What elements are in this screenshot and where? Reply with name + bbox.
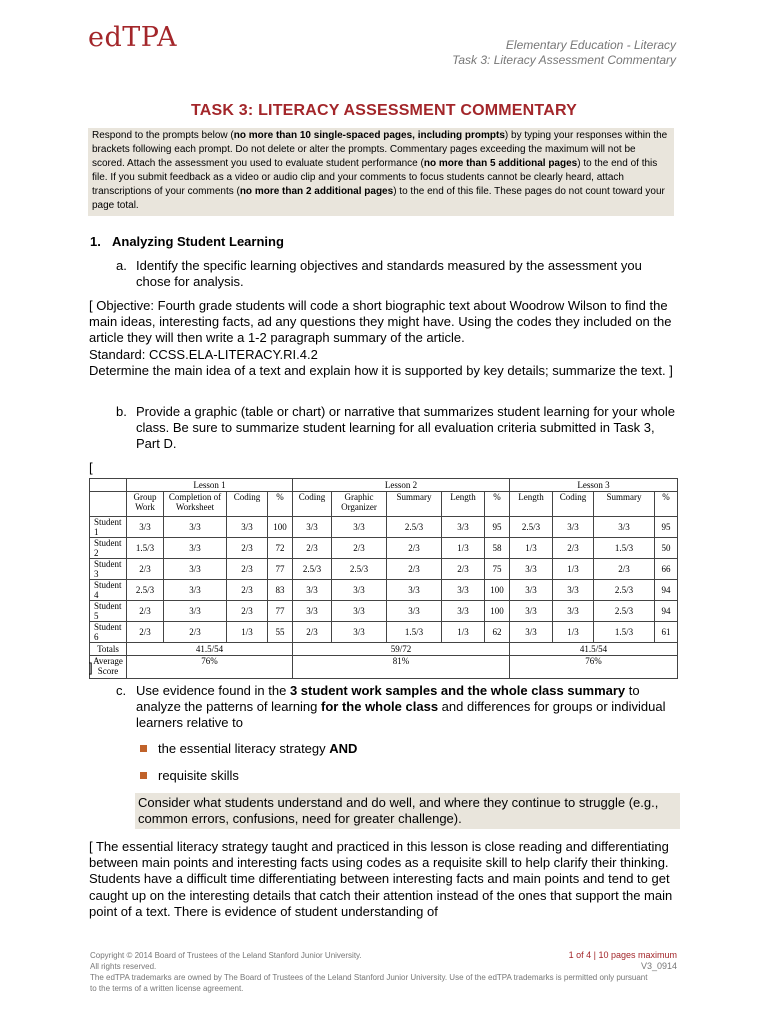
response-objective: [ Objective: Fourth grade students will code a short biographic text about Woodrow Wilson to find the main ideas, interesting facts, ad any questions they might have. Using the codes they included on the article they will then write a 1-2 paragraph summary of the article. (89, 298, 672, 346)
score-cell: 2/3 (332, 538, 387, 559)
score-cell: 3/3 (332, 517, 387, 538)
score-cell: 3/3 (510, 580, 553, 601)
criteria-header: Summary (594, 492, 655, 517)
student-name: Student 3 (90, 559, 127, 580)
bullet-bold: AND (329, 741, 358, 756)
score-cell: 3/3 (164, 517, 227, 538)
average-label: Average Score (90, 656, 127, 679)
bullet-text (158, 741, 357, 756)
score-cell: 2.5/3 (127, 580, 164, 601)
response-a (89, 298, 681, 379)
score-cell: 3/3 (442, 601, 485, 622)
table-corner (90, 492, 127, 517)
section-title: Analyzing Student Learning (112, 234, 284, 249)
score-cell: 1.5/3 (594, 538, 655, 559)
prompt-letter: a. (116, 258, 127, 273)
response-standard-text: Determine the main idea of a text and explain how it is supported by key details; summarize the text. ] (89, 362, 673, 378)
prompt-text: Identify the specific learning objectives and standards measured by the assessment you chose for analysis. (136, 258, 642, 289)
footer-copyright: Copyright © 2014 Board of Trustees of the Leland Stanford Junior University. (90, 951, 362, 960)
score-cell: 2.5/3 (293, 559, 332, 580)
table-row (90, 601, 678, 622)
lesson-total: 59/72 (293, 643, 510, 656)
table-row (90, 580, 678, 601)
criteria-header: Group Work (127, 492, 164, 517)
score-cell: 2.5/3 (332, 559, 387, 580)
score-cell: 2.5/3 (387, 517, 442, 538)
bullet-text: requisite skills (158, 768, 239, 783)
score-cell: 3/3 (293, 517, 332, 538)
prompt-c-bold: 3 student work samples and the whole class summary (289, 683, 626, 698)
score-cell: 2/3 (164, 622, 227, 643)
score-cell: 1/3 (442, 538, 485, 559)
score-cell: 61 (655, 622, 678, 643)
score-cell: 3/3 (164, 559, 227, 580)
page-header (452, 38, 676, 68)
student-name: Student 1 (90, 517, 127, 538)
table-corner (90, 479, 127, 492)
totals-label: Totals (90, 643, 127, 656)
score-cell: 2/3 (553, 538, 594, 559)
score-cell: 55 (268, 622, 293, 643)
score-cell: 100 (268, 517, 293, 538)
score-cell: 95 (655, 517, 678, 538)
intro-text: ) to the end of this file. These pages do not count toward your page total. (92, 186, 665, 211)
footer-legal (90, 950, 650, 994)
score-cell: 2/3 (227, 538, 268, 559)
score-cell: 94 (655, 580, 678, 601)
lesson-average: 76% (127, 656, 293, 679)
footer-page-info (569, 950, 677, 972)
score-cell: 1.5/3 (387, 622, 442, 643)
consider-box: Consider what students understand and do well, and where they continue to struggle (e.g., common errors, confusions, need for greater challenge). (135, 793, 680, 829)
criteria-header: Length (510, 492, 553, 517)
criteria-header: Coding (553, 492, 594, 517)
score-cell: 1/3 (510, 538, 553, 559)
score-cell: 3/3 (442, 517, 485, 538)
criteria-header: % (655, 492, 678, 517)
lesson-total: 41.5/54 (127, 643, 293, 656)
score-cell: 77 (268, 601, 293, 622)
score-cell: 58 (485, 538, 510, 559)
score-cell: 2/3 (127, 559, 164, 580)
score-cell: 2.5/3 (510, 517, 553, 538)
score-cell: 3/3 (553, 580, 594, 601)
header-subject: Elementary Education - Literacy (505, 38, 676, 52)
criteria-header: Graphic Organizer (332, 492, 387, 517)
student-name: Student 5 (90, 601, 127, 622)
response-c: [ The essential literacy strategy taught and practiced in this lesson is close reading and differentiating between main points and interesting facts using codes as a requisite skill to help clarify their thinking. Students have a difficult time differentiating between interesting facts and main points and tend to get caught up on the interesting details that catch their attention instead of the ones that support the main point of a text. There is evidence of student understanding of (89, 839, 673, 919)
score-cell: 2.5/3 (594, 580, 655, 601)
score-cell: 3/3 (442, 580, 485, 601)
score-cell: 50 (655, 538, 678, 559)
student-scores-table (89, 478, 678, 679)
score-cell: 100 (485, 580, 510, 601)
student-name: Student 4 (90, 580, 127, 601)
table-criteria-header (90, 492, 678, 517)
lesson-average: 81% (293, 656, 510, 679)
score-cell: 3/3 (553, 601, 594, 622)
score-cell: 3/3 (332, 601, 387, 622)
score-cell: 66 (655, 559, 678, 580)
score-cell: 3/3 (594, 517, 655, 538)
score-cell: 2/3 (227, 601, 268, 622)
score-cell: 2/3 (594, 559, 655, 580)
prompt-c-text: Use evidence found in the (136, 683, 290, 698)
criteria-header: % (268, 492, 293, 517)
criteria-header: Summary (387, 492, 442, 517)
score-cell: 100 (485, 601, 510, 622)
intro-bold: no more than 5 additional pages (423, 158, 578, 169)
score-cell: 3/3 (510, 622, 553, 643)
prompt-c-bold: for the whole class (321, 699, 439, 714)
response-standard: Standard: CCSS.ELA-LITERACY.RI.4.2 (89, 346, 318, 362)
intro-text: ) by typing your responses within the brackets following each prompt. Do not delete or alter the prompts. Commentary pages exceeding the maximum will not be scored. Attach the assessment you used to evaluate student performance ( (92, 130, 668, 169)
section-heading (90, 234, 284, 249)
score-cell: 2/3 (127, 601, 164, 622)
criteria-header: Completion of Worksheet (164, 492, 227, 517)
page-number: 1 of 4 | 10 pages maximum (568, 950, 677, 960)
lesson-header: Lesson 1 (127, 479, 293, 492)
intro-text: Respond to the prompts below ( (92, 130, 234, 141)
score-cell: 3/3 (164, 580, 227, 601)
score-cell: 3/3 (510, 601, 553, 622)
square-bullet-icon (140, 772, 147, 779)
score-cell: 77 (268, 559, 293, 580)
score-cell: 3/3 (164, 538, 227, 559)
criteria-header: Length (442, 492, 485, 517)
score-cell: 62 (485, 622, 510, 643)
section-number: 1. (90, 234, 101, 249)
lesson-average: 76% (510, 656, 678, 679)
square-bullet-icon (140, 745, 147, 752)
student-name: Student 6 (90, 622, 127, 643)
criteria-header: Coding (293, 492, 332, 517)
score-cell: 2.5/3 (594, 601, 655, 622)
bullet-label: the essential literacy strategy (158, 741, 330, 756)
prompt-c-text: and differences for groups or individual learners relative to (136, 699, 666, 730)
score-cell: 2/3 (442, 559, 485, 580)
prompt-c-text: to analyze the patterns of learning (136, 683, 640, 714)
score-cell: 1.5/3 (594, 622, 655, 643)
score-cell: 3/3 (510, 559, 553, 580)
score-cell: 1/3 (553, 622, 594, 643)
prompt-letter: c. (116, 683, 127, 698)
page-title: TASK 3: LITERACY ASSESSMENT COMMENTARY (191, 102, 577, 119)
instructions-box (88, 128, 674, 216)
table-row (90, 559, 678, 580)
score-cell: 3/3 (227, 517, 268, 538)
student-name: Student 2 (90, 538, 127, 559)
score-cell: 75 (485, 559, 510, 580)
header-task: Task 3: Literacy Assessment Commentary (452, 53, 676, 67)
score-cell: 3/3 (164, 601, 227, 622)
score-cell: 2/3 (293, 622, 332, 643)
score-cell: 1/3 (553, 559, 594, 580)
score-cell: 72 (268, 538, 293, 559)
score-cell: 2/3 (387, 538, 442, 559)
score-cell: 2/3 (293, 538, 332, 559)
table-row (90, 517, 678, 538)
close-bracket: ] (89, 660, 93, 675)
prompt-text (136, 683, 676, 731)
open-bracket: [ (89, 460, 93, 475)
score-cell: 3/3 (332, 622, 387, 643)
score-cell: 2/3 (127, 622, 164, 643)
version-label: V3_0914 (640, 961, 677, 971)
score-cell: 94 (655, 601, 678, 622)
score-cell: 3/3 (332, 580, 387, 601)
footer-trademark: The edTPA trademarks are owned by The Board of Trustees of the Leland Stanford Junior University. Use of the edTPA trademarks is permitted only pursuant to the terms of a written license agreement. (90, 973, 648, 993)
score-cell: 1/3 (227, 622, 268, 643)
score-cell: 2/3 (387, 559, 442, 580)
footer-rights: All rights reserved. (90, 962, 157, 971)
table-row (90, 538, 678, 559)
score-cell: 2/3 (227, 580, 268, 601)
score-cell: 3/3 (387, 580, 442, 601)
table-row (90, 622, 678, 643)
score-cell: 3/3 (293, 580, 332, 601)
score-cell: 1/3 (442, 622, 485, 643)
intro-bold: no more than 2 additional pages (239, 186, 394, 197)
score-cell: 3/3 (387, 601, 442, 622)
prompt-text: Provide a graphic (table or chart) or narrative that summarizes student learning for your whole class. Be sure to summarize student learning for all evaluation criteria submitted in Task 3, Part D. (136, 404, 676, 451)
lesson-header: Lesson 3 (510, 479, 678, 492)
prompt-letter: b. (116, 404, 127, 419)
score-cell: 2/3 (227, 559, 268, 580)
intro-text: ) to the end of this file. If you submit feedback as a video or audio clip and your comments to focus students cannot be clearly heard, attach transcriptions of your comments ( (92, 158, 658, 197)
edtpa-logo: edTPA (88, 22, 177, 53)
intro-bold: no more than 10 single-spaced pages, including prompts (233, 130, 505, 141)
lesson-header: Lesson 2 (293, 479, 510, 492)
score-cell: 95 (485, 517, 510, 538)
average-row (90, 656, 678, 679)
score-cell: 3/3 (127, 517, 164, 538)
lesson-total: 41.5/54 (510, 643, 678, 656)
score-cell: 83 (268, 580, 293, 601)
criteria-header: % (485, 492, 510, 517)
score-cell: 3/3 (553, 517, 594, 538)
score-cell: 1.5/3 (127, 538, 164, 559)
totals-row (90, 643, 678, 656)
table-lesson-header (90, 479, 678, 492)
score-cell: 3/3 (293, 601, 332, 622)
criteria-header: Coding (227, 492, 268, 517)
